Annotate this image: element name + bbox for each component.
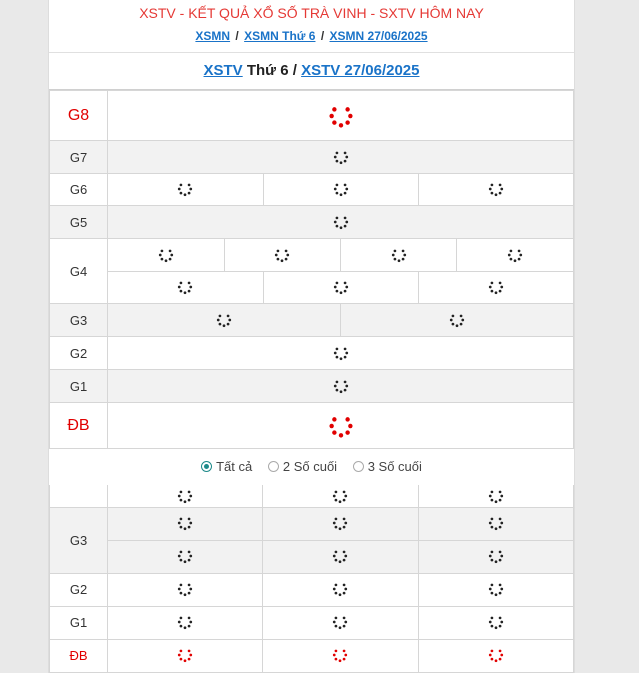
breadcrumb-xsmn-thu6[interactable]: XSMN Thứ 6: [244, 29, 316, 43]
loto-cell: [108, 606, 263, 639]
number-cell: [108, 272, 263, 303]
loading-spinner-icon: [507, 247, 523, 263]
prize-numbers: [108, 91, 574, 141]
loto-cell: [418, 485, 573, 507]
loto-cell: [418, 507, 573, 540]
loto-row: [50, 485, 574, 507]
prize-row: [50, 370, 574, 403]
loading-spinner-icon: [488, 581, 504, 597]
loading-spinner-icon: [158, 247, 174, 263]
loading-spinner-icon: [332, 548, 348, 564]
prize-label: G4: [50, 239, 108, 304]
number-cell: [341, 304, 574, 336]
prize-row: [50, 174, 574, 206]
loading-spinner-icon: [332, 515, 348, 531]
filter-all-label: Tất cả: [216, 459, 253, 474]
loto-cell: [108, 639, 263, 672]
loto-cell: [263, 606, 418, 639]
loto-cell: [263, 507, 418, 540]
header: [49, 0, 574, 44]
loading-spinner-icon: [333, 181, 349, 197]
loto-cell: [418, 540, 573, 573]
number-cell: [418, 272, 573, 303]
loading-spinner-icon: [328, 103, 354, 129]
loto-cell: [108, 507, 263, 540]
loading-spinner-icon: [332, 614, 348, 630]
result-page: [48, 0, 575, 673]
loading-spinner-icon: [177, 647, 193, 663]
number-cell: [108, 91, 573, 140]
loto-cell: [418, 573, 573, 606]
radio-icon[interactable]: [353, 461, 364, 472]
prize-row: [50, 337, 574, 370]
breadcrumb: [49, 28, 574, 44]
filter-last-2-label: 2 Số cuối: [282, 459, 338, 474]
prize-row: [50, 206, 574, 239]
prize-numbers: [108, 206, 574, 239]
loading-spinner-icon: [177, 548, 193, 564]
loto-cell: [263, 639, 418, 672]
number-cell: [263, 174, 418, 205]
prize-label: G5: [50, 206, 108, 239]
number-cell: [224, 239, 340, 271]
loto-table: [49, 485, 574, 673]
prize-label: G7: [50, 141, 108, 174]
number-cell: [263, 272, 418, 303]
loading-spinner-icon: [177, 181, 193, 197]
number-cell: [457, 239, 573, 271]
loading-spinner-icon: [488, 279, 504, 295]
loto-row: [50, 573, 574, 606]
loading-spinner-icon: [333, 149, 349, 165]
loading-spinner-icon: [328, 413, 354, 439]
loto-label: G3: [50, 507, 108, 573]
prize-label: ĐB: [50, 403, 108, 449]
xstv-date-link[interactable]: XSTV 27/06/2025: [301, 62, 420, 79]
number-cell: [108, 174, 263, 205]
radio-icon[interactable]: [201, 461, 212, 472]
number-cell: [108, 141, 573, 173]
prize-numbers: [108, 304, 574, 337]
breadcrumb-xsmn-date[interactable]: XSMN 27/06/2025: [329, 29, 428, 43]
number-cell: [108, 239, 224, 271]
prize-row: [50, 272, 574, 304]
loto-cell: [108, 485, 263, 507]
loading-spinner-icon: [333, 378, 349, 394]
weekday-text: Thứ 6: [246, 62, 289, 79]
breadcrumb-xsmn[interactable]: XSMN: [195, 29, 231, 43]
breadcrumb-separator: /: [320, 29, 325, 43]
filter-last-3[interactable]: [353, 459, 422, 474]
loto-label: G2: [50, 573, 108, 606]
prize-numbers: [108, 403, 574, 449]
prize-row: [50, 304, 574, 337]
radio-icon[interactable]: [268, 461, 279, 472]
number-cell: [341, 239, 457, 271]
digit-filter: [49, 449, 574, 485]
prize-label: G2: [50, 337, 108, 370]
loading-spinner-icon: [488, 647, 504, 663]
loto-row: [50, 606, 574, 639]
loto-cell: [263, 485, 418, 507]
prize-label: G3: [50, 304, 108, 337]
prize-numbers: [108, 239, 574, 272]
loto-cell: [263, 573, 418, 606]
loto-row: [50, 639, 574, 672]
prize-label: G6: [50, 174, 108, 206]
loading-spinner-icon: [177, 515, 193, 531]
prize-row: [50, 403, 574, 449]
prize-label: G1: [50, 370, 108, 403]
loading-spinner-icon: [488, 515, 504, 531]
prize-numbers: [108, 141, 574, 174]
filter-all[interactable]: [201, 459, 252, 474]
loto-row: [50, 540, 574, 573]
loading-spinner-icon: [332, 647, 348, 663]
loading-spinner-icon: [333, 279, 349, 295]
loading-spinner-icon: [177, 488, 193, 504]
loading-spinner-icon: [177, 614, 193, 630]
loto-label: [50, 485, 108, 507]
prize-numbers: [108, 337, 574, 370]
number-cell: [418, 174, 573, 205]
prize-row: [50, 239, 574, 272]
loading-spinner-icon: [216, 312, 232, 328]
loto-label: G1: [50, 606, 108, 639]
loto-cell: [108, 573, 263, 606]
number-cell: [108, 403, 573, 448]
loading-spinner-icon: [274, 247, 290, 263]
filter-last-2[interactable]: [268, 459, 337, 474]
breadcrumb-separator: /: [235, 29, 239, 43]
loading-spinner-icon: [488, 488, 504, 504]
number-cell: [108, 337, 573, 369]
section-heading: [49, 52, 574, 90]
prize-label: G8: [50, 91, 108, 141]
results-table: [49, 90, 574, 449]
loading-spinner-icon: [332, 488, 348, 504]
filter-last-3-label: 3 Số cuối: [367, 459, 422, 474]
loading-spinner-icon: [488, 614, 504, 630]
loto-row: [50, 507, 574, 540]
number-cell: [108, 206, 573, 238]
loading-spinner-icon: [333, 214, 349, 230]
page-title: XSTV - KẾT QUẢ XỔ SỐ TRÀ VINH - SXTV HÔM NAY: [139, 5, 484, 21]
loto-label: ĐB: [50, 639, 108, 672]
loading-spinner-icon: [332, 581, 348, 597]
loading-spinner-icon: [177, 279, 193, 295]
prize-numbers: [108, 272, 574, 304]
loto-cell: [418, 606, 573, 639]
loading-spinner-icon: [391, 247, 407, 263]
prize-row: [50, 141, 574, 174]
prize-numbers: [108, 174, 574, 206]
loading-spinner-icon: [449, 312, 465, 328]
loto-cell: [108, 540, 263, 573]
loading-spinner-icon: [333, 345, 349, 361]
loto-cell: [418, 639, 573, 672]
loading-spinner-icon: [177, 581, 193, 597]
loading-spinner-icon: [488, 548, 504, 564]
prize-numbers: [108, 370, 574, 403]
number-cell: [108, 370, 573, 402]
heading-separator: /: [292, 62, 297, 79]
prize-row: [50, 91, 574, 141]
xstv-link[interactable]: XSTV: [203, 62, 243, 79]
number-cell: [108, 304, 341, 336]
loto-cell: [263, 540, 418, 573]
loading-spinner-icon: [488, 181, 504, 197]
